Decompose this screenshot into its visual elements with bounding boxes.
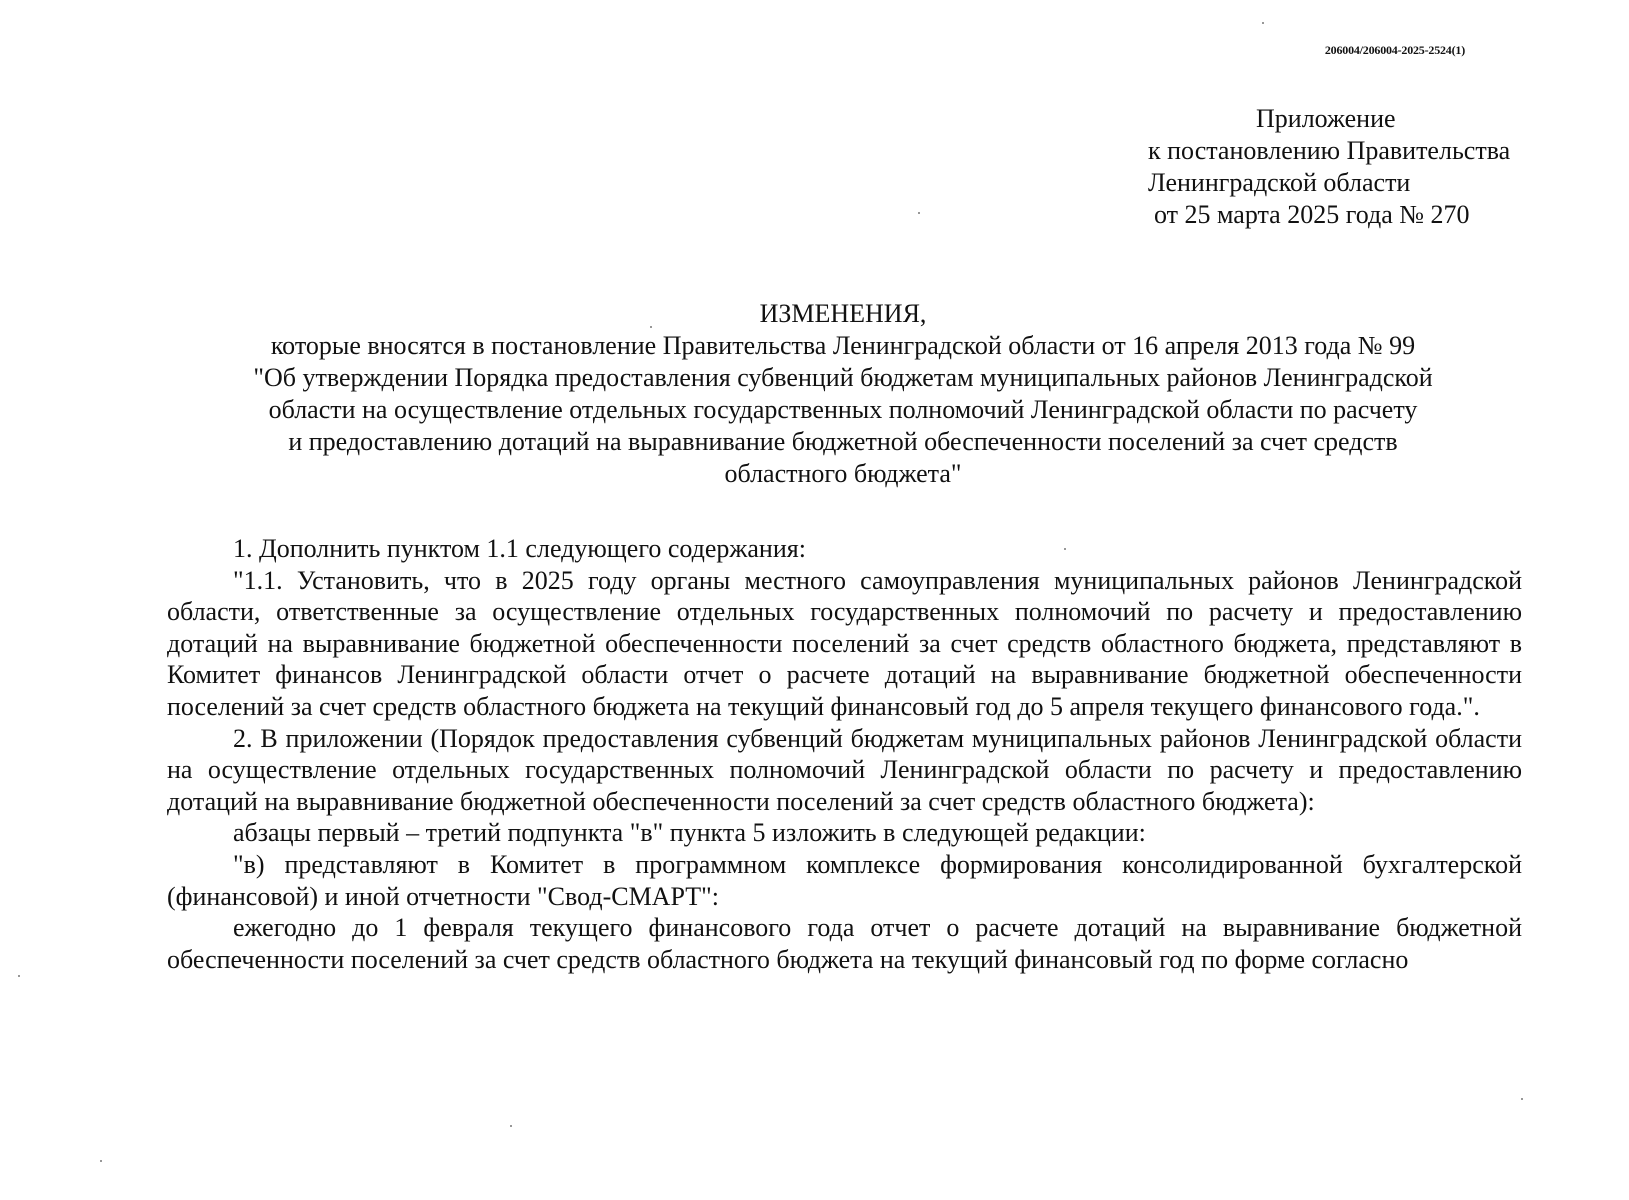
scan-speck bbox=[1262, 22, 1264, 24]
heading-line: "Об утверждении Порядка предоставления субвенций бюджетам муниципальных районов Ленинградской bbox=[253, 363, 1433, 392]
scan-speck bbox=[100, 1160, 102, 1162]
appendix-block bbox=[1148, 103, 1510, 231]
document-body bbox=[167, 533, 1522, 975]
appendix-date: от 25 марта 2025 года № 270 bbox=[1154, 200, 1470, 229]
paragraph: "в) представляют в Комитет в программном комплексе формирования консолидированной бухгалтерской (финансовой) и иной отчетности "Свод-СМАРТ": bbox=[167, 849, 1522, 911]
heading-line: которые вносятся в постановление Правительства Ленинградской области от 16 апреля 2013 года № 99 bbox=[270, 331, 1416, 360]
heading-line: и предоставлению дотаций на выравнивание бюджетной обеспеченности поселений за счет средств bbox=[288, 427, 1398, 456]
heading-line: области на осуществление отдельных государственных полномочий Ленинградской области по расчету bbox=[268, 395, 1418, 424]
paragraph: ежегодно до 1 февраля текущего финансового года отчет о расчете дотаций на выравнивание бюджетной обеспеченности поселений за счет средств областного бюджета на текущий финансовый год по форме согласно bbox=[167, 913, 1522, 974]
heading-title: ИЗМЕНЕНИЯ, bbox=[759, 299, 927, 328]
paragraph: 2. В приложении (Порядок предоставления субвенций бюджетам муниципальных районов Ленинградской области на осуществление отдельных государственных полномочий Ленинградской области по расчету и предоставлению дотаций на выравнивание бюджетной обеспеченности поселений за счет средств областного бюджета): bbox=[167, 723, 1522, 816]
appendix-line-1: к постановлению Правительства bbox=[1148, 136, 1511, 165]
scan-speck bbox=[650, 326, 652, 328]
scan-speck bbox=[510, 1125, 512, 1127]
document-heading bbox=[164, 298, 1522, 490]
scan-speck bbox=[918, 212, 920, 214]
scan-speck bbox=[1064, 548, 1066, 550]
document-code: 206004/206004-2025-2524(1) bbox=[1324, 43, 1465, 57]
scan-speck bbox=[1521, 1098, 1523, 1100]
paragraph: абзацы первый – третий подпункта "в" пункта 5 изложить в следующей редакции: bbox=[233, 818, 1146, 848]
paragraph: "1.1. Установить, что в 2025 году органы местного самоуправления муниципальных районов Ленинградской области, ответственные за осуществление отдельных государственных полномочий по расчету и предоставлению дотаций на выравнивание бюджетной обеспеченности поселений за счет средств областного бюджета, представляют в Комитет финансов Ленинградской области отчет о расчете дотаций на выравнивание бюджетной обеспеченности поселений за счет средств областного бюджета на текущий финансовый год до 5 апреля текущего финансового года.". bbox=[167, 565, 1522, 721]
scan-speck bbox=[18, 975, 20, 977]
heading-line: областного бюджета" bbox=[724, 459, 962, 488]
appendix-line-2: Ленинградской области bbox=[1148, 168, 1411, 197]
appendix-title: Приложение bbox=[1256, 104, 1396, 133]
paragraph: 1. Дополнить пунктом 1.1 следующего содержания: bbox=[233, 534, 806, 563]
